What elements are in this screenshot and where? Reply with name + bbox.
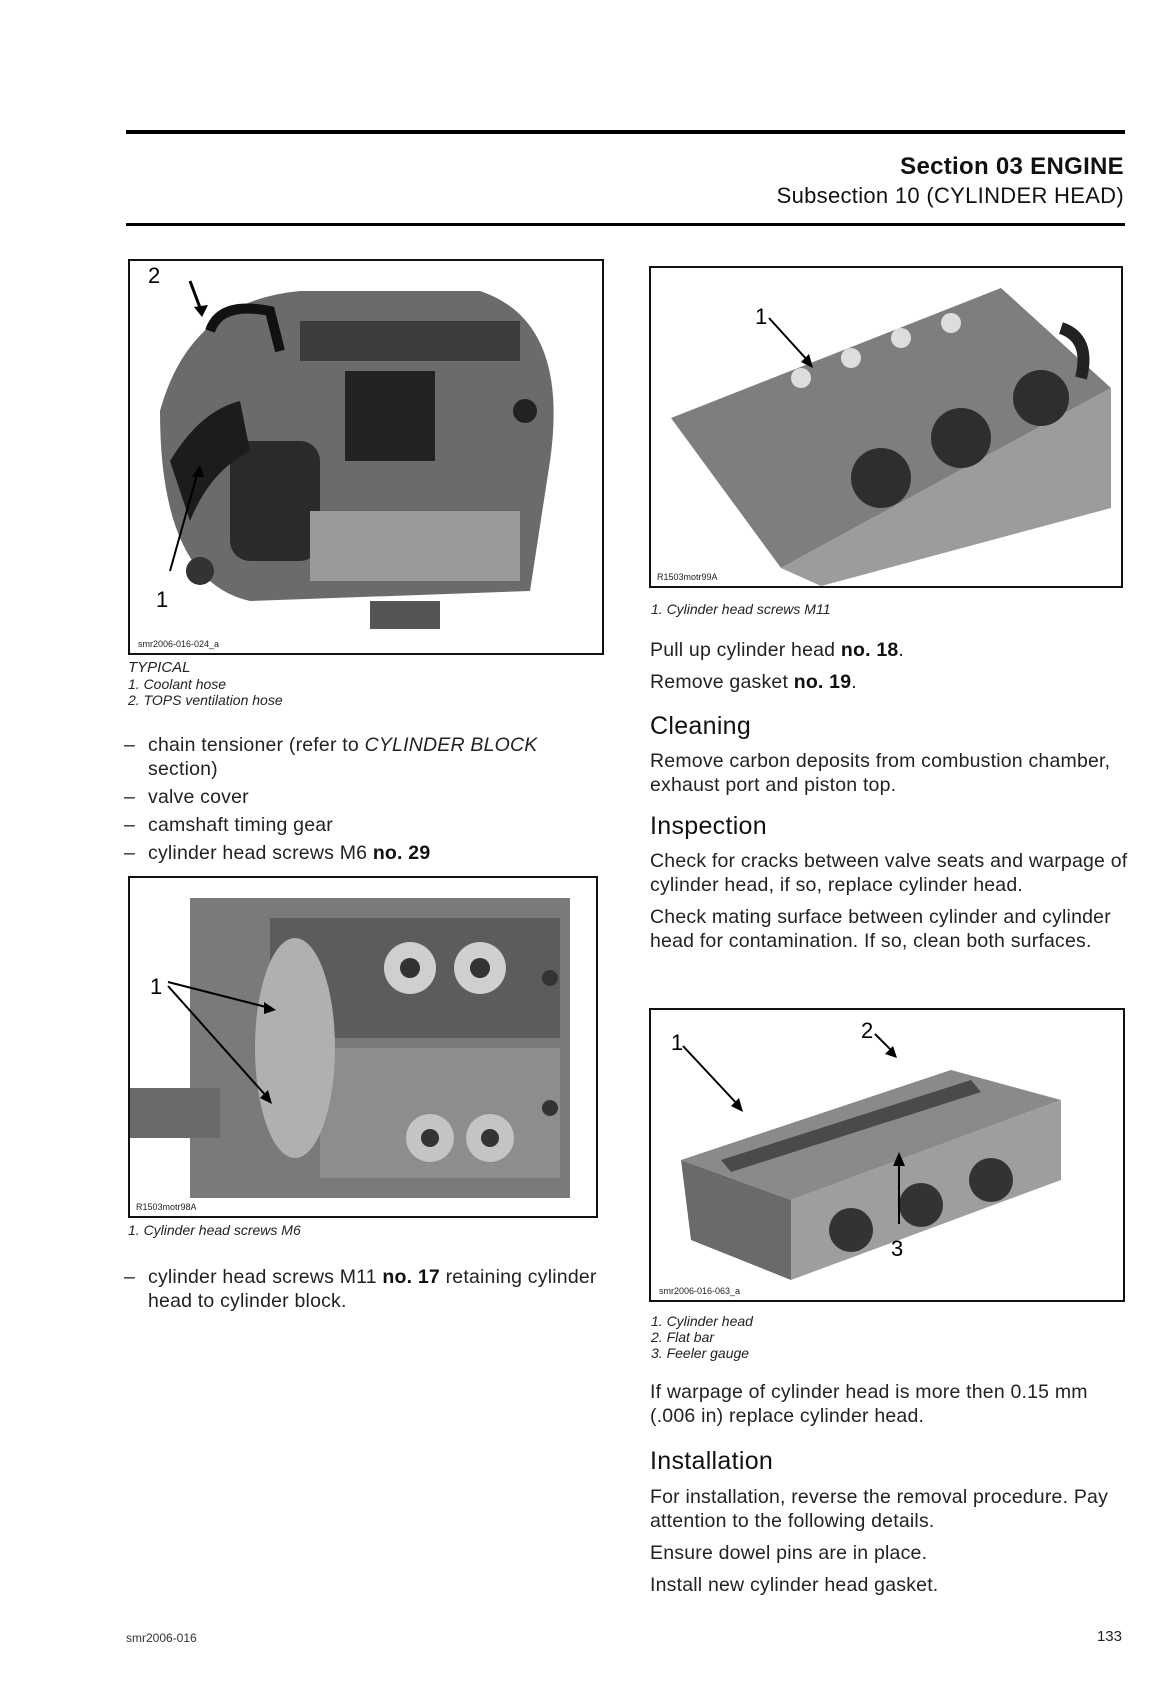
heading-cleaning: Cleaning: [650, 712, 752, 740]
callout-2: 2: [861, 1018, 874, 1043]
caption-item: 1. Cylinder head screws M6: [128, 1222, 301, 1238]
engine-illustration: [130, 261, 602, 653]
right-text-1: [650, 638, 1126, 702]
figure-code: R1503motr99A: [657, 572, 718, 582]
engine-photo: [128, 259, 604, 655]
header-bottom-rule: [126, 223, 1125, 226]
paragraph: Remove carbon deposits from combustion chamber, exhaust port and piston top.: [650, 750, 1111, 796]
paragraph: Install new cylinder head gasket.: [650, 1574, 939, 1596]
list-item: – cylinder head screws M11 no. 17 retaining cylinder head to cylinder block.: [124, 1265, 602, 1313]
caption-item: 2. Flat bar: [651, 1329, 715, 1345]
paragraph: For installation, reverse the removal procedure. Pay attention to the following details.: [650, 1486, 1109, 1532]
warpage-check-photo: [649, 1008, 1125, 1302]
callout-1: 1: [755, 304, 768, 329]
cylinder-head-m11-photo: [649, 266, 1123, 588]
paragraph: Remove gasket no. 19.: [650, 671, 857, 693]
document-code: smr2006-016: [126, 1631, 197, 1645]
paragraph: Check for cracks between valve seats and warpage of cylinder head, if so, replace cylinder head.: [650, 850, 1128, 896]
cylinder-head-illustration: [651, 268, 1121, 586]
flat-bar-illustration: [651, 1010, 1123, 1300]
heading-inspection: Inspection: [650, 812, 767, 840]
caption-item: 1. Coolant hose: [128, 676, 227, 692]
list-item: – valve cover: [124, 785, 602, 809]
figure-code: smr2006-016-024_a: [138, 639, 220, 649]
heading-installation: Installation: [650, 1447, 774, 1475]
paragraph: Pull up cylinder head no. 18.: [650, 639, 905, 661]
paragraph: Check mating surface between cylinder and cylinder head for contamination. If so, clean both surfaces.: [650, 906, 1111, 952]
list-item: – camshaft timing gear: [124, 813, 602, 837]
callout-1: 1: [150, 974, 163, 999]
cylinder-head-illustration: [130, 878, 596, 1216]
cleaning-text: [650, 749, 1128, 805]
figure-caption: [651, 601, 830, 617]
figure-code: R1503motr98A: [136, 1202, 197, 1212]
paragraph: Ensure dowel pins are in place.: [650, 1542, 928, 1564]
section-title: Section 03 ENGINE: [900, 153, 1124, 180]
cylinder-head-m6-photo: [128, 876, 598, 1218]
paragraph: If warpage of cylinder head is more then 0.15 mm (.006 in) replace cylinder head.: [650, 1381, 1088, 1427]
callout-1: 1: [671, 1030, 684, 1055]
list-item: – cylinder head screws M6 no. 29: [124, 841, 602, 865]
figure-caption: [651, 1313, 753, 1361]
caption-item: 1. Cylinder head: [651, 1313, 753, 1329]
page-number: 133: [1096, 1628, 1122, 1645]
removal-list: [124, 733, 602, 869]
figure-caption: [128, 660, 283, 708]
caption-title: TYPICAL: [128, 659, 191, 676]
inspection-text: [650, 849, 1128, 961]
callout-2: 2: [148, 263, 161, 288]
figure-caption: [128, 1222, 301, 1238]
callout-1: 1: [156, 587, 169, 612]
removal-list-2: [124, 1265, 602, 1317]
caption-item: 3. Feeler gauge: [651, 1345, 750, 1361]
list-item: – chain tensioner (refer to CYLINDER BLOCK section): [124, 733, 602, 781]
warpage-text: [650, 1380, 1128, 1436]
installation-text: [650, 1485, 1126, 1605]
callout-3: 3: [891, 1236, 904, 1261]
caption-item: 1. Cylinder head screws M11: [651, 601, 831, 617]
caption-item: 2. TOPS ventilation hose: [128, 692, 283, 708]
subsection-title: Subsection 10 (CYLINDER HEAD): [776, 183, 1124, 208]
header-top-rule: [126, 130, 1125, 134]
figure-code: smr2006-016-063_a: [659, 1286, 741, 1296]
